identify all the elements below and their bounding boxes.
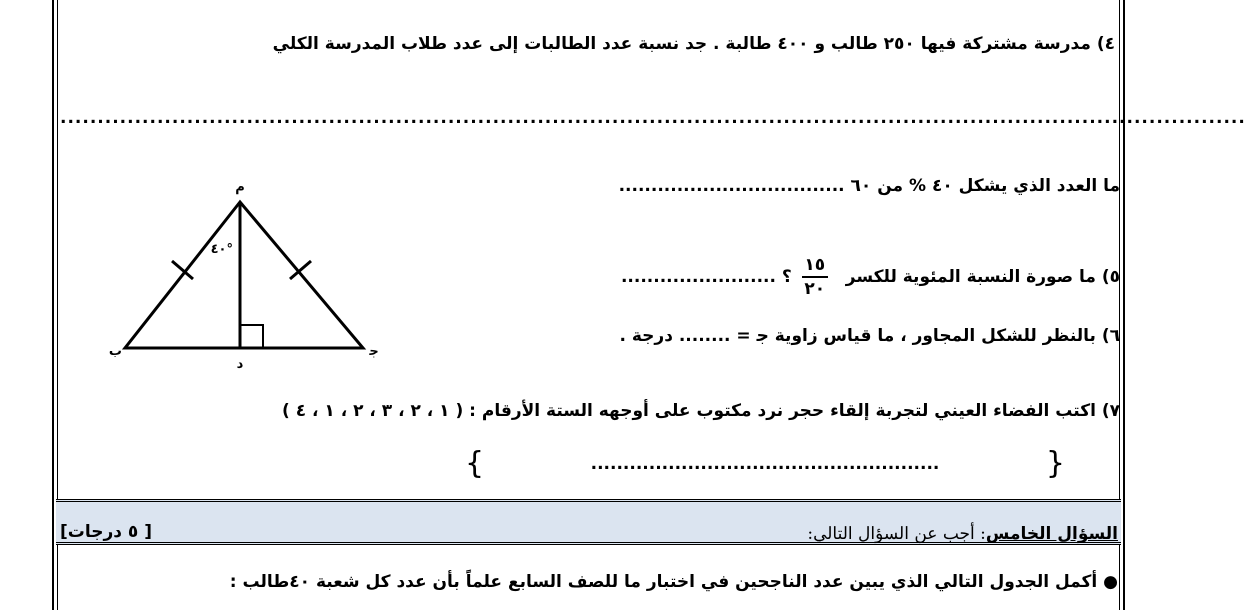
vertex-label-top: م [235, 180, 245, 195]
question-5 [621, 255, 1120, 299]
triangle-outline [125, 202, 363, 348]
question-6: ٦) بالنظر للشكل المجاور ، ما قياس زاوية ﺟ = ........ درجة . [619, 326, 1120, 346]
sample-space-dots: ...................................................... [590, 454, 940, 474]
question-5-text: ٥) ما صورة النسبة المئوية للكسر [845, 267, 1120, 287]
fraction-bar [802, 276, 828, 278]
question-4: ٤) مدرسة مشتركة فيها ٢٥٠ طالب و ٤٠٠ طالبة . جد نسبة عدد الطالبات إلى عدد طلاب المدرسة الكلي [272, 34, 1115, 54]
question-five-grade: [ ٥ درجات] [60, 522, 153, 542]
fraction [802, 255, 828, 299]
question-five-subtitle: : أجب عن السؤال التالي: [807, 524, 986, 544]
question-5-answer: ؟ ........................ [620, 267, 792, 287]
sample-space-answer [465, 446, 1065, 481]
right-angle-marker [240, 325, 263, 348]
isosceles-triangle-figure [100, 165, 400, 375]
fraction-denominator: ٢٠ [804, 279, 826, 299]
vertex-label-left: ب [108, 344, 122, 359]
close-brace: } [465, 446, 485, 481]
fraction-numerator: ١٥ [804, 255, 826, 275]
foot-label: د [236, 357, 244, 372]
question-five-title [807, 523, 1118, 545]
question-five-title-label: السؤال الخامس [985, 524, 1118, 544]
table-instruction: ● أكمل الجدول التالي الذي يبين عدد الناجحين في اختبار ما للصف السابع علماً بأن عدد كل شعبة ٤٠طالب : [229, 572, 1118, 592]
vertex-label-right: ﺟ [369, 344, 379, 359]
angle-label: ٤٠° [210, 242, 233, 257]
open-brace: { [1045, 446, 1065, 481]
answer-line-q4: ............................................................................................................................................................... [60, 108, 1246, 128]
question-7: ٧) اكتب الفضاء العيني لتجربة إلقاء حجر نرد مكتوب على أوجهه الستة الأرقام : ( ١ ، ٢ ، ٣ ، ٢ ، ١ ، ٤ ) [282, 401, 1120, 421]
question-percent-of-number: ما العدد الذي يشكل ٤٠ % من ٦٠ ................................... [618, 176, 1120, 196]
